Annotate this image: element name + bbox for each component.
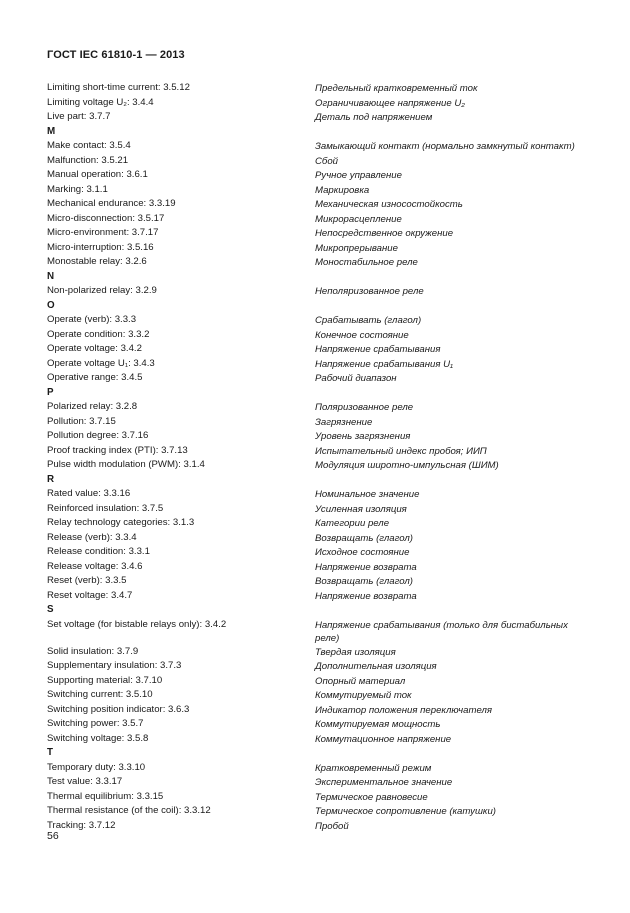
section-letter: S [47, 604, 54, 615]
term-russian [315, 270, 592, 285]
term-row [47, 674, 592, 689]
term-english: Supplementary insulation: 3.7.3 [47, 660, 182, 671]
term-english: Switching position indicator: 3.6.3 [47, 703, 190, 715]
term-russian [315, 386, 592, 401]
term-english: Operate condition: 3.3.2 [47, 328, 150, 340]
term-english: Operate (verb): 3.3.3 [47, 314, 137, 325]
term-russian: Термическое равновесие [315, 791, 428, 803]
section-letter: T [47, 747, 53, 758]
term-english: Manual operation: 3.6.1 [47, 169, 148, 180]
term-russian: Микрорасцепление [315, 213, 402, 225]
term-russian: Непосредственное окружение [315, 228, 454, 239]
term-russian: Пробой [315, 820, 349, 832]
section-letter: N [47, 270, 55, 282]
term-russian: Поляризованное реле [315, 402, 414, 413]
term-english: Operate voltage U₁: 3.4.3 [47, 357, 155, 369]
term-english: Limiting voltage U₂: 3.4.4 [47, 96, 154, 108]
term-english: Set voltage (for bistable relays only): 3.4.2 [47, 618, 227, 630]
term-row [47, 804, 592, 819]
term-row [47, 487, 592, 502]
term-english: Malfunction: 3.5.21 [47, 154, 129, 166]
term-english: Switching voltage: 3.5.8 [47, 732, 149, 744]
term-english: Operative range: 3.4.5 [47, 372, 143, 383]
term-russian: Микропрерывание [315, 242, 398, 254]
term-russian: Срабатывать (глагол) [315, 315, 422, 326]
term-english: Switching power: 3.5.7 [47, 718, 144, 729]
term-english: Tracking: 3.7.12 [47, 819, 116, 831]
section-letter-row [47, 270, 592, 285]
term-english: Thermal resistance (of the coil): 3.3.12 [47, 805, 211, 816]
term-english: Live part: 3.7.7 [47, 111, 111, 122]
term-russian: Деталь под напряжением [315, 112, 433, 123]
section-letter-row [47, 299, 592, 314]
term-russian: Моностабильное реле [315, 257, 418, 268]
term-english: Pollution: 3.7.15 [47, 415, 116, 427]
term-english: Operate voltage: 3.4.2 [47, 343, 142, 354]
term-russian: Напряжение возврата [315, 561, 417, 573]
term-row [47, 226, 592, 241]
term-english: Release (verb): 3.3.4 [47, 531, 137, 543]
term-russian: Напряжение возврата [315, 590, 417, 602]
term-row [47, 645, 592, 660]
term-row [47, 545, 592, 560]
document-header: ГОСТ IEC 61810-1 — 2013 [47, 49, 185, 61]
term-row [47, 400, 592, 415]
term-russian [315, 299, 592, 314]
term-row [47, 688, 592, 703]
section-letter: P [47, 386, 54, 398]
term-row [47, 732, 592, 747]
term-russian: Номинальное значение [315, 489, 420, 500]
term-row [47, 241, 592, 256]
term-row [47, 703, 592, 718]
term-english: Temporary duty: 3.3.10 [47, 761, 146, 773]
term-russian: Предельный кратковременный ток [315, 83, 478, 94]
term-russian: Коммутационное напряжение [315, 733, 452, 745]
term-row [47, 96, 592, 111]
term-row [47, 458, 592, 473]
term-row [47, 328, 592, 343]
term-english: Micro-environment: 3.7.17 [47, 227, 159, 238]
term-english: Marking: 3.1.1 [47, 183, 108, 195]
term-russian: Механическая износостойкость [315, 199, 463, 210]
term-english: Release condition: 3.3.1 [47, 546, 150, 557]
term-row [47, 371, 592, 386]
term-row [47, 110, 592, 125]
term-row [47, 659, 592, 674]
term-russian: Усиленная изоляция [315, 503, 407, 515]
term-english: Monostable relay: 3.2.6 [47, 256, 147, 267]
term-english: Pollution degree: 3.7.16 [47, 430, 149, 441]
term-russian [315, 746, 592, 761]
term-english: Switching current: 3.5.10 [47, 689, 153, 700]
term-russian [315, 603, 592, 618]
term-english: Reinforced insulation: 3.7.5 [47, 502, 164, 514]
term-russian: Загрязнение [315, 416, 373, 428]
term-english: Test value: 3.3.17 [47, 776, 123, 787]
term-english: Reset voltage: 3.4.7 [47, 589, 133, 601]
term-russian: Возвращать (глагол) [315, 532, 413, 544]
term-russian: Индикатор положения переключателя [315, 704, 493, 716]
term-english: Pulse width modulation (PWM): 3.1.4 [47, 459, 205, 470]
term-english: Thermal equilibrium: 3.3.15 [47, 790, 164, 802]
term-row [47, 342, 592, 357]
term-english: Limiting short-time current: 3.5.12 [47, 82, 190, 93]
term-russian: Модуляция широтно-импульсная (ШИМ) [315, 460, 499, 471]
term-russian: Исходное состояние [315, 547, 410, 558]
term-russian: Напряжение срабатывания (только для бистабильных реле) [315, 619, 568, 644]
term-russian: Рабочий диапазон [315, 373, 397, 384]
term-russian: Опорный материал [315, 675, 406, 687]
term-english: Rated value: 3.3.16 [47, 488, 131, 499]
term-row [47, 313, 592, 328]
term-russian: Коммутируемый ток [315, 690, 412, 701]
term-russian: Неполяризованное реле [315, 286, 424, 297]
term-english: Relay technology categories: 3.1.3 [47, 517, 195, 528]
term-english: Polarized relay: 3.2.8 [47, 401, 138, 412]
term-row [47, 618, 592, 645]
section-letter: R [47, 473, 55, 485]
term-row [47, 775, 592, 790]
term-row [47, 429, 592, 444]
term-russian: Ограничивающее напряжение U₂ [315, 97, 465, 109]
term-russian: Кратковременный режим [315, 762, 432, 774]
term-row [47, 154, 592, 169]
term-row [47, 531, 592, 546]
term-russian: Термическое сопротивление (катушки) [315, 806, 496, 817]
section-letter: O [47, 299, 55, 311]
section-letter-row [47, 125, 592, 140]
term-english: Supporting material: 3.7.10 [47, 674, 163, 686]
term-russian: Маркировка [315, 184, 370, 196]
term-russian: Твердая изоляция [315, 646, 396, 658]
term-row [47, 761, 592, 776]
section-letter-row [47, 746, 592, 761]
term-english: Non-polarized relay: 3.2.9 [47, 285, 157, 296]
section-letter-row [47, 473, 592, 488]
term-russian: Возвращать (глагол) [315, 576, 413, 587]
term-row [47, 415, 592, 430]
term-english: Mechanical endurance: 3.3.19 [47, 198, 176, 209]
term-english: Micro-interruption: 3.5.16 [47, 241, 154, 253]
term-english: Make contact: 3.5.4 [47, 140, 131, 151]
term-row [47, 255, 592, 270]
term-row [47, 444, 592, 459]
term-row [47, 139, 592, 154]
term-russian: Замыкающий контакт (нормально замкнутый контакт) [315, 141, 575, 152]
term-row [47, 574, 592, 589]
term-russian: Конечное состояние [315, 329, 409, 341]
term-english: Proof tracking index (PTI): 3.7.13 [47, 444, 188, 456]
term-russian: Экспериментальное значение [315, 777, 453, 788]
section-letter-row [47, 603, 592, 618]
section-letter-row [47, 386, 592, 401]
term-english: Release voltage: 3.4.6 [47, 560, 143, 572]
term-russian: Уровень загрязнения [315, 431, 411, 442]
term-row [47, 212, 592, 227]
term-russian: Напряжение срабатывания [315, 344, 441, 355]
term-russian: Сбой [315, 155, 338, 167]
term-row [47, 284, 592, 299]
term-index [47, 81, 592, 833]
term-russian: Испытательный индекс пробоя; ИИП [315, 445, 487, 457]
term-row [47, 168, 592, 183]
term-russian [315, 125, 592, 140]
term-row [47, 81, 592, 96]
term-row [47, 717, 592, 732]
term-row [47, 197, 592, 212]
term-row [47, 183, 592, 198]
term-russian: Дополнительная изоляция [315, 661, 437, 672]
section-letter: M [47, 125, 56, 137]
term-row [47, 502, 592, 517]
term-row [47, 589, 592, 604]
term-russian [315, 473, 592, 488]
term-russian: Категории реле [315, 518, 390, 529]
term-russian: Коммутируемая мощность [315, 719, 441, 730]
term-row [47, 516, 592, 531]
term-english: Solid insulation: 3.7.9 [47, 645, 139, 657]
term-russian: Ручное управление [315, 170, 402, 181]
term-row [47, 560, 592, 575]
term-russian: Напряжение срабатывания U₁ [315, 358, 454, 370]
term-row [47, 790, 592, 805]
term-row [47, 357, 592, 372]
page-number: 56 [47, 830, 59, 842]
term-row [47, 819, 592, 834]
term-english: Micro-disconnection: 3.5.17 [47, 212, 165, 224]
term-english: Reset (verb): 3.3.5 [47, 575, 127, 586]
